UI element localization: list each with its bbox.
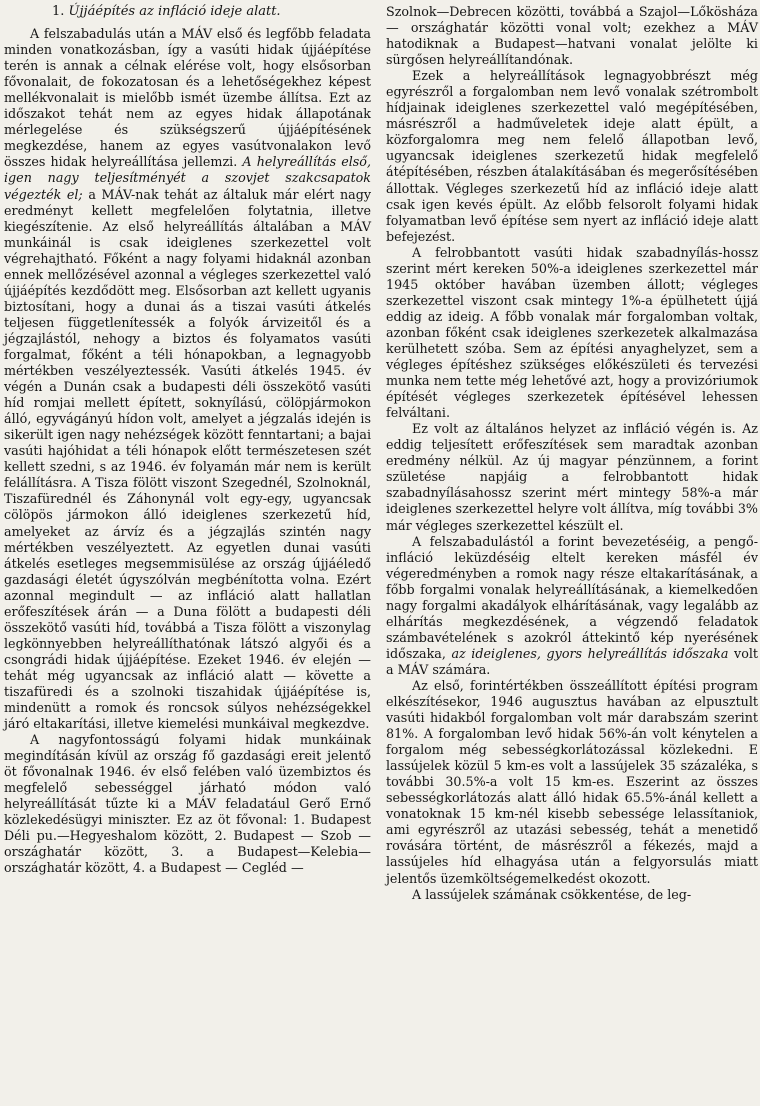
paragraph-text: volt a MÁV számára. [386,645,758,677]
paragraph: Ez volt az általános helyzet az infláció végén is. Az eddig teljesített erőfeszítések sem maradtak azonban eredmény nélkül. Az új magyar pénzünnem, a forint születése napjáig a felrobbantott hidak szabadnyílásahossz szerint mért mintegy 58%-a már ideiglenes szerkezettel helyre volt állítva, míg további 3% már végleges szerkezettel készült el. [386,421,758,533]
paragraph-text: A felszabadulás után a MÁV első és legfőbb feladata minden vonatkozásban, így a vasúti hidak újjáépítése terén is annak a célnak elérése volt, hogy elsősorban fővonalait, de fokozatosan és a lehetőségekhez képest mellékvonalait is mielőbb ismét üzembe állítsa. Ezt az időszakot tehát nem az egyes hidak állapotának mérlegelése és szükségszerű újjáépítésének megkezdése, hanem az egyes vasútvonalakon levő összes hidak helyreállítása jellemzi. [4,26,371,170]
paragraph: A nagyfontosságú folyami hidak munkáinak megindításán kívül az ország fő gazdasági ereit jelentő öt fővonalnak 1946. év első felében való üzembiztos és megfelelő sebességgel járható módon való helyreállítását tűzte ki a MÁV feladatául Gerő Ernő közlekedésügyi miniszter. Ez az öt fővonal: 1. Budapest Déli pu.—Hegyeshalom között, 2. Budapest — Szob — országhatár között, 3. a Budapest—Kelebia—országhatár között, 4. a Budapest — Cegléd — [4,732,371,876]
right-column [386,4,758,903]
section-number: 1. [52,4,65,19]
paragraph [386,534,758,678]
paragraph: Szolnok—Debrecen közötti, továbbá a Szajol—Lőkösháza — országhatár közötti vonal volt; ezekhez a MÁV hatodiknak a Budapest—hatvani vonalat jelölte ki sürgősen helyreállítandónak. [386,4,758,68]
emphasized-text: A helyreállítás első, igen nagy teljesítményét a szovjet szakcsapatok végezték el; [4,154,371,202]
paragraph: Az első, forintértékben összeállított építési program elkészítésekor, 1946 augusztus havában az elpusztult vasúti hidakból forgalomban volt már darabszám szerint 81%. A forgalomban levő hidak 56%-án volt kénytelen a forgalom még sebességkorlátozással közlekedni. E lassújelek közül 5 km-es volt a lassújelek 35 százaléka, s további 30.5%-a volt 15 km-es. Eszerint az összes sebességkorlátozás alatt álló hidak 65.5%-ánál kellett a vonatoknak 15 km-nél kisebb sebessége lelassítaniok, ami egyrészről az utazási sebesség, tehát a menetidő rovására történt, de másrészről a fékezés, majd a lassújeles híd elhagyása után a felgyorsulás miatt jelentős üzemköltségemelkedést okozott. [386,677,758,886]
paragraph: Ezek a helyreállítások legnagyobbrészt még egyrészről a forgalomban nem levő vonalak szétrombolt hídjainak ideiglenes szerkezettel való megépítésében, másrészről a hadműveletek ideje alatt épült, a közforgalomra meg nem felelő állapotban levő, ugyancsak ideiglenes szerkezetű hidak megfelelő átépítésében, részben átalakításában és megerősítésében állottak. Végleges szerkezetű híd az infláció ideje alatt csak igen kevés épült. Az előbb felsorolt folyami hidak folyamatban levő építése sem nyert az infláció ideje alatt befejezést. [386,68,758,244]
paragraph: A lassújelek számának csökkentése, de leg- [412,886,692,902]
paragraph-text: a MÁV-nak tehát az általuk már elért nagy eredményt kellett megfelelően folytatnia, illetve kiegészítenie. Az első helyreállítás általában a MÁV munkáinál is csak ideiglenes szerkezettel volt végrehajtható. Főként a nagy folyami hidaknál azonban ennek mellőzésével azonnal a végleges szerkezettel való újjáépítés kezdődött meg. Elsősorban azt kellett ugyanis biztosítani, hogy a dunai ás a tiszai vasúti átkelés teljesen függetlenítessék a folyók árvizeitől és a jégzajlástól, nehogy a biztos és folyamatos vasúti forgalmat, főként a téli hónapokban, a legnagyobb mértékben veszélyeztessék. Vasúti átkelés 1945. év végén a Dunán csak a budapesti déli összekötő vasúti híd romjai mellett épített, soknyílású, cölöpjármokon álló, egyvágányú hídon volt, amelyet a jégzalás idején is sikerült igen nagy nehézségek között fenntartani; a bajai vasúti hajóhidat a téli hónapok előtt természetesen szét kellett szedni, s az 1946. év folyamán már nem is került felállításra. A Tisza fölött viszont Szegednél, Szolnoknál, Tiszafürednél és Záhonynál volt egy-egy, ugyancsak cölöpös jármokon álló ideiglenes szerkezetű híd, amelyeket az árvíz és a jégzajlás szintén nagy mértékben veszélyeztett. Az egyetlen dunai vasúti átkelés esetleges megsemmisülése az ország újjáéledő gazdasági életét úgyszólván megbénította volna. Ezért azonnal megindult — az infláció alatt hallatlan erőfeszítések árán — a Duna fölött a budapesti déli összekötő vasúti híd, továbbá a Tisza fölött a viszonylag legkönnyebben helyreállíthatónak látszó algyői és a csongrádi hidak újjáépítése. Ezeket 1946. év elején — tehát még ugyancsak az infláció alatt — követte a tiszafüredi és a szolnoki tiszahidak újjáépítése is, mindenütt a romok és roncsok súlyos nehézségekkel járó eltakarítási, illetve kiemelési munkáival megkezdve. [4,186,371,732]
paragraph [4,26,371,732]
left-column [4,4,371,877]
paragraph: A felrobbantott vasúti hidak szabadnyílás-hossz szerint mért kereken 50%-a ideiglenes szerkezettel már 1945 október havában üzemben állott; végleges szerkezettel viszont csak mintegy 1%-a épülhetett újjá eddig az ideig. A főbb vonalak már forgalomban voltak, azonban főként csak ideiglenes szerkezetek alkalmazása kerülhetett szóba. Sem az építési anyaghelyzet, sem a végleges építéshez szükséges előkészületi és tervezési munka nem tette még lehetővé azt, hogy a provizóriumok építését végleges szerkezetek építésével lehessen felváltani. [386,244,758,421]
paragraph-text: A felszabadulástól a forint bevezetéséig, a pengő-infláció leküzdéséig eltelt kereken másfél év végeredményben a romok nagy része eltakarításának, a főbb forgalmi vonalak helyreállításának, a kiemelkedően nagy forgalmi akadályok elhárításának, vagy legalább az elhárítás megkezdésének, a végzendő feladatok számbavételének s azokról áttekintő kép nyerésének időszaka, [386,533,758,661]
emphasized-text: az ideiglenes, gyors helyreállítás időszaka [451,645,729,661]
section-title: Újjáépítés az infláció ideje alatt. [68,4,281,19]
section-heading [4,4,371,20]
